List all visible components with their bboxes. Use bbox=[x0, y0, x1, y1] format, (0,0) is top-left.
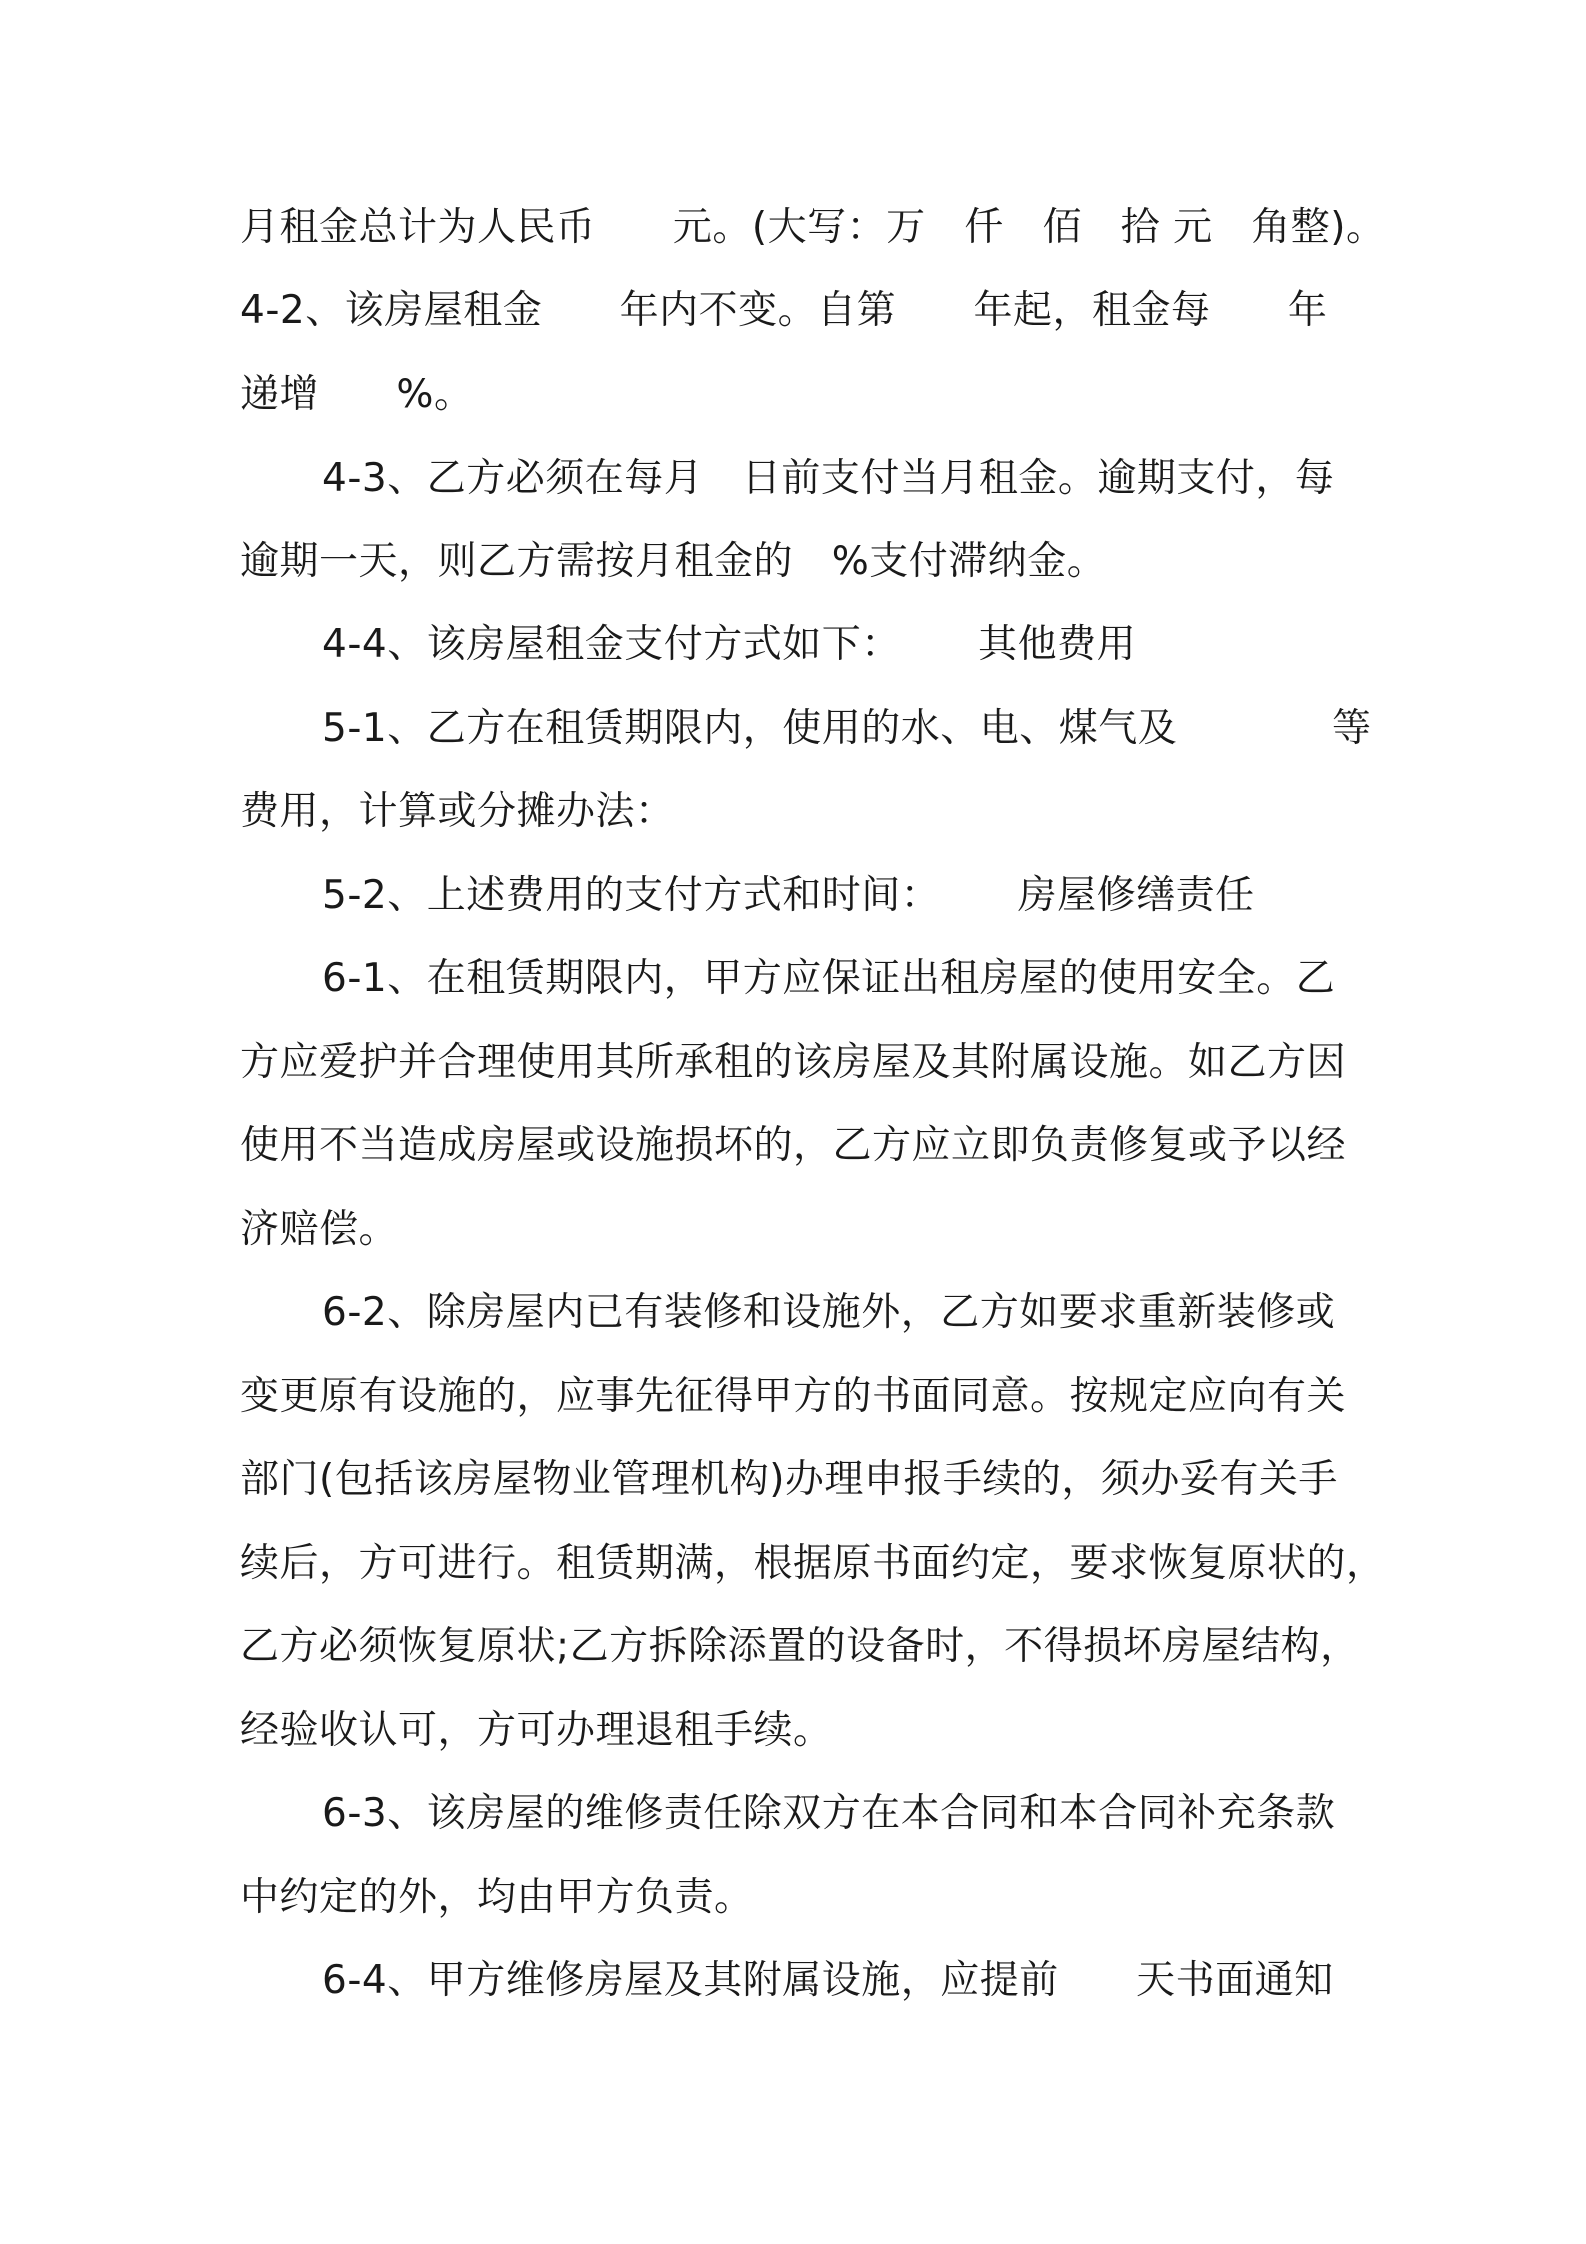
text-line: 变更原有设施的，应事先征得甲方的书面同意。按规定应向有关 bbox=[240, 1374, 1347, 1419]
text-line: 经验收认可，方可办理退租手续。 bbox=[240, 1708, 833, 1753]
text-line: 5-1、乙方在租赁期限内，使用的水、电、煤气及 等 bbox=[322, 706, 1372, 751]
text-line: 费用，计算或分摊办法： bbox=[240, 789, 675, 834]
text-line: 4-3、乙方必须在每月 日前支付当月租金。逾期支付，每 bbox=[322, 456, 1335, 501]
text-line: 4-4、该房屋租金支付方式如下： 其他费用 bbox=[322, 622, 1137, 667]
text-line: 逾期一天，则乙方需按月租金的 %支付滞纳金。 bbox=[240, 539, 1107, 584]
text-line: 使用不当造成房屋或设施损坏的，乙方应立即负责修复或予以经 bbox=[240, 1123, 1347, 1168]
text-line: 6-3、该房屋的维修责任除双方在本合同和本合同补充条款 bbox=[322, 1791, 1336, 1836]
text-line: 月租金总计为人民币 元。(大写：万 仟 佰 拾 元 角整)。 bbox=[240, 205, 1386, 250]
text-line: 6-2、除房屋内已有装修和设施外，乙方如要求重新装修或 bbox=[322, 1290, 1336, 1335]
text-line: 6-1、在租赁期限内，甲方应保证出租房屋的使用安全。乙 bbox=[322, 956, 1336, 1001]
text-line: 续后，方可进行。租赁期满，根据原书面约定，要求恢复原状的， bbox=[240, 1541, 1386, 1586]
text-line: 6-4、甲方维修房屋及其附属设施，应提前 天书面通知 bbox=[322, 1958, 1334, 2003]
text-line: 乙方必须恢复原状;乙方拆除添置的设备时，不得损坏房屋结构， bbox=[240, 1624, 1360, 1669]
text-line: 4-2、该房屋租金 年内不变。自第 年起，租金每 年 bbox=[240, 288, 1328, 333]
text-line: 中约定的外，均由甲方负责。 bbox=[240, 1875, 754, 1920]
text-line: 5-2、上述费用的支付方式和时间： 房屋修缮责任 bbox=[322, 873, 1255, 918]
text-line: 递增 %。 bbox=[240, 372, 474, 417]
text-line: 济赔偿。 bbox=[240, 1207, 399, 1252]
text-line: 方应爱护并合理使用其所承租的该房屋及其附属设施。如乙方因 bbox=[240, 1040, 1347, 1085]
text-line: 部门(包括该房屋物业管理机构)办理申报手续的，须办妥有关手 bbox=[240, 1457, 1338, 1502]
